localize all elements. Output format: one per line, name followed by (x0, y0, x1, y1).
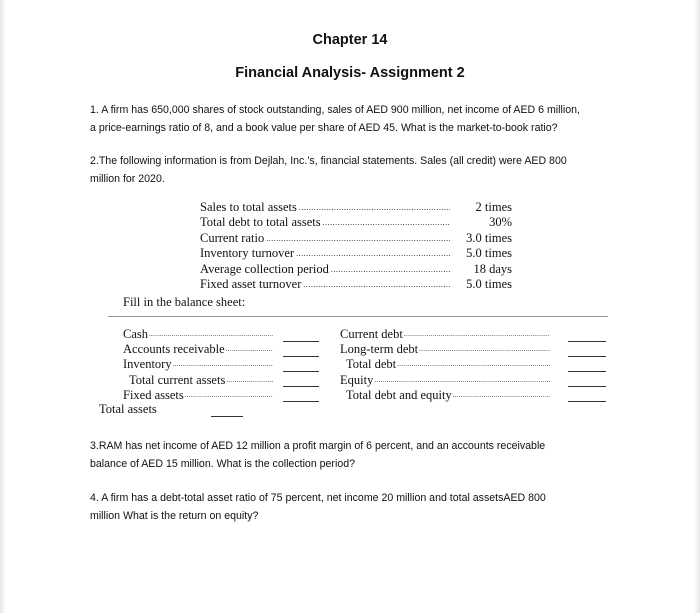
ratio-value: 5.0 times (466, 246, 512, 261)
asset-row (123, 342, 273, 357)
leader-dots (453, 388, 550, 403)
ratio-row (200, 200, 512, 215)
leader-dots (149, 327, 273, 342)
answer-blank-current-debt[interactable] (568, 341, 606, 342)
question-4-line-1: 4. A firm has a debt-total asset ratio of 75 percent, net income 20 million and total assetsAED 800 (90, 492, 546, 504)
question-2-line-1: 2.The following information is from Dejlah, Inc.’s, financial statements. Sales (all credit) were AED 800 (90, 155, 567, 167)
ratio-label: Inventory turnover (200, 246, 295, 261)
liability-row (340, 357, 550, 372)
ratio-value: 2 times (475, 200, 512, 214)
question-3 (90, 437, 620, 473)
leader-dots (323, 215, 450, 230)
ratio-value: 18 days (473, 261, 512, 276)
answer-blank-inventory[interactable] (283, 371, 319, 372)
leader-dots (331, 262, 450, 277)
ratio-row (200, 262, 512, 277)
question-1 (90, 101, 620, 137)
answer-blank-total-assets[interactable] (211, 416, 243, 417)
asset-row (123, 357, 273, 372)
leader-dots (226, 342, 273, 357)
liability-label: Total debt (346, 357, 397, 372)
leader-dots (296, 246, 450, 261)
leader-dots (419, 342, 550, 357)
question-3-line-2: balance of AED 15 million. What is the collection period? (90, 458, 355, 470)
liability-label: Equity (340, 372, 374, 387)
liabilities-column (340, 327, 550, 403)
ratio-value: 30% (489, 215, 512, 230)
asset-label: Inventory (123, 357, 172, 372)
ratio-row (200, 277, 512, 292)
asset-label: Accounts receivable (123, 342, 225, 357)
question-3-line-1: 3.RAM has net income of AED 12 million a profit margin of 6 percent, and an accounts receivable (90, 440, 546, 452)
liability-label: Total debt and equity (346, 387, 452, 402)
liability-row (340, 342, 550, 357)
ratio-row (200, 231, 512, 246)
question-1-line-2: a price-earnings ratio of 8, and a book value per share of AED 45. What is the market-to-book ratio? (90, 122, 558, 134)
question-4 (90, 489, 620, 525)
question-2 (90, 152, 620, 188)
liability-label: Current debt (340, 327, 403, 341)
page-edge-right (694, 0, 700, 613)
asset-label: Fixed assets (123, 387, 184, 402)
liability-row (340, 388, 550, 403)
leader-dots (266, 231, 450, 246)
balance-sheet-rule (108, 316, 608, 317)
ratio-value: 3.0 times (466, 230, 512, 245)
answer-blank-accounts-receivable[interactable] (283, 356, 319, 357)
assignment-title: Financial Analysis- Assignment 2 (235, 65, 465, 81)
ratio-label: Sales to total assets (200, 200, 297, 214)
answer-blank-long-term-debt[interactable] (568, 356, 606, 357)
leader-dots (173, 357, 273, 372)
question-1-line-1: 1. A firm has 650,000 shares of stock outstanding, sales of AED 900 million, net income of AED 6 million, (90, 104, 580, 116)
answer-blank-fixed-assets[interactable] (283, 401, 319, 402)
liability-label: Long-term debt (340, 342, 419, 357)
liability-row (340, 327, 550, 342)
ratio-row (200, 246, 512, 261)
balance-sheet-heading: Fill in the balance sheet: (123, 295, 246, 309)
answer-blank-total-current-assets[interactable] (283, 386, 319, 387)
leader-dots (397, 357, 550, 372)
answer-blank-cash[interactable] (283, 341, 319, 342)
leader-dots (185, 388, 273, 403)
page-edge-left (0, 0, 6, 613)
question-2-line-2: million for 2020. (90, 173, 165, 185)
asset-row (123, 388, 273, 403)
leader-dots (374, 373, 550, 388)
leader-dots (404, 327, 550, 342)
ratio-label: Total debt to total assets (200, 215, 321, 230)
ratio-label: Fixed asset turnover (200, 276, 302, 291)
question-4-line-2: million What is the return on equity? (90, 510, 259, 522)
ratio-label: Average collection period (200, 261, 329, 276)
answer-blank-equity[interactable] (568, 386, 606, 387)
answer-blank-total-debt-and-equity[interactable] (568, 401, 606, 402)
asset-row (123, 327, 273, 342)
ratio-row (200, 215, 512, 230)
total-assets-label: Total assets (99, 402, 157, 416)
leader-dots (299, 200, 450, 215)
asset-label: Cash (123, 327, 148, 341)
asset-label: Total current assets (129, 372, 226, 387)
ratio-label: Current ratio (200, 230, 265, 245)
leader-dots (303, 277, 450, 292)
leader-dots (226, 373, 273, 388)
ratio-value: 5.0 times (466, 276, 512, 291)
asset-row (123, 373, 273, 388)
answer-blank-total-debt[interactable] (568, 371, 606, 372)
chapter-heading: Chapter 14 (312, 32, 388, 48)
ratio-table (200, 200, 512, 292)
liability-row (340, 373, 550, 388)
assets-column (123, 327, 273, 403)
